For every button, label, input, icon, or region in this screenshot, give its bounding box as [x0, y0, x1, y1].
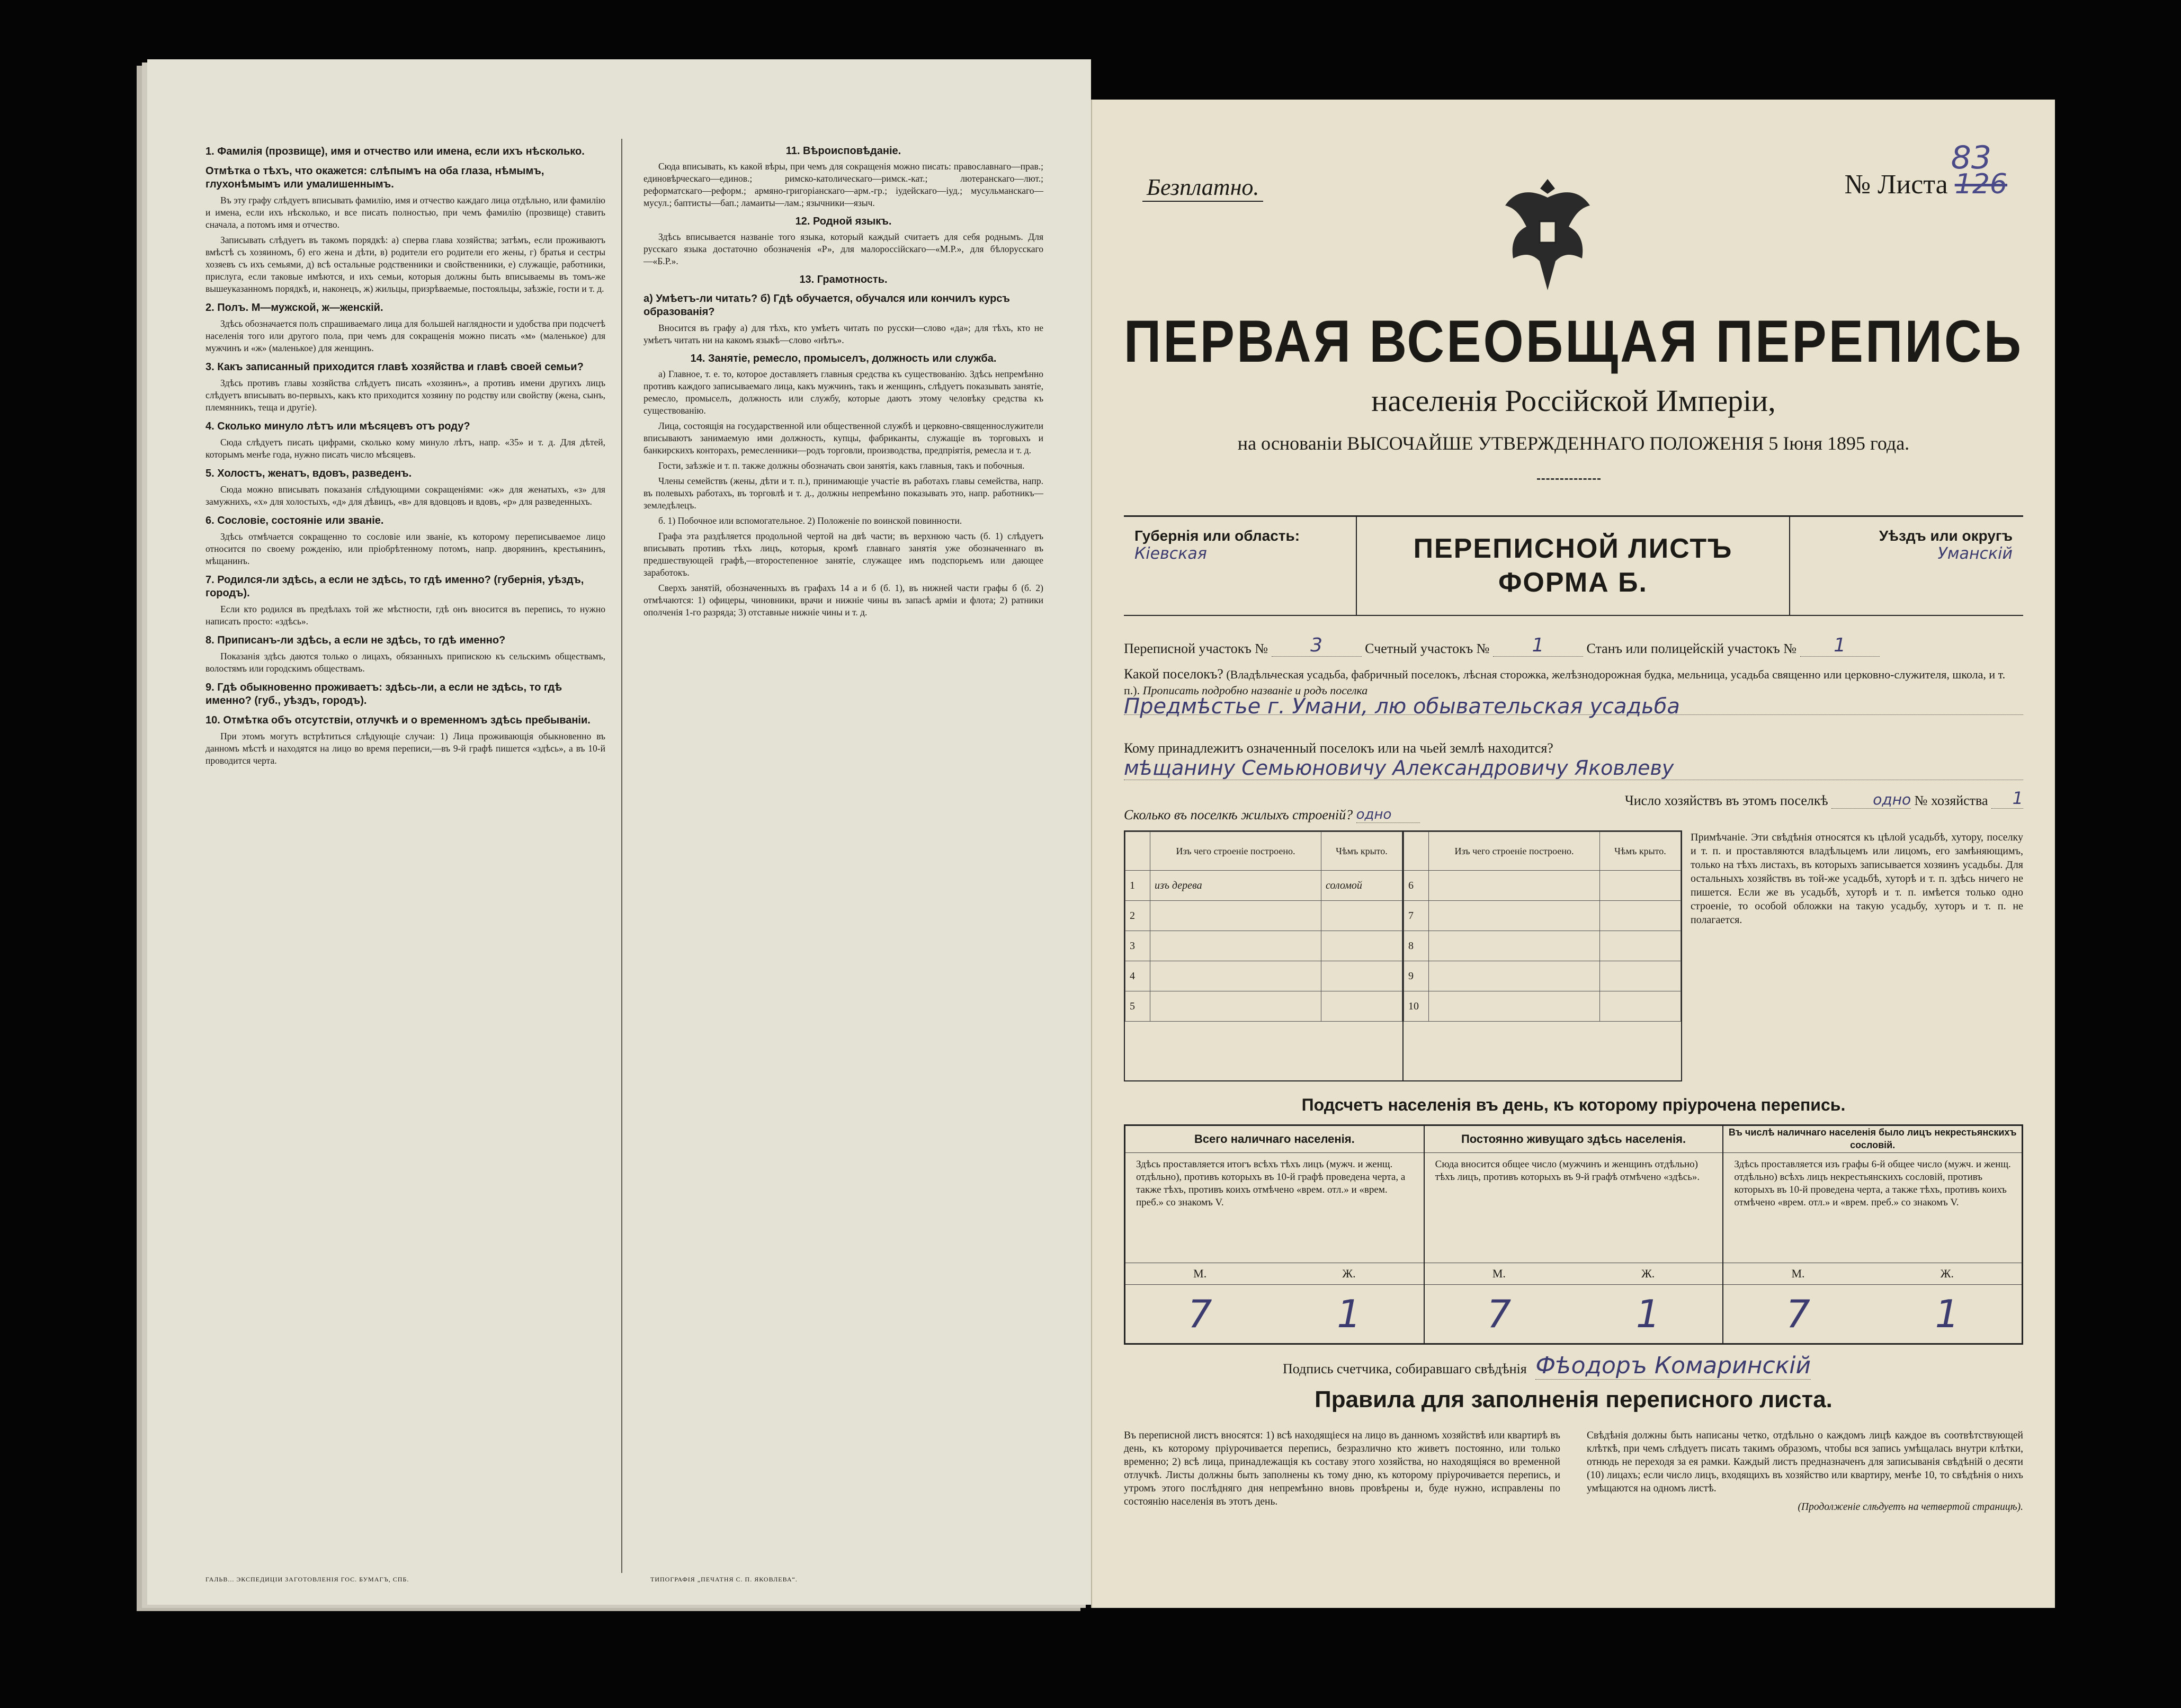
households-label: Число хозяйствъ въ этомъ поселкѣ [1624, 793, 1828, 808]
instruction-paragraph: Показанія здѣсь даются только о лицахъ, обязанныхъ припискою къ сельскимъ обществамъ, волостямъ или городскимъ обществамъ. [205, 651, 605, 674]
census-basis: на основаніи ВЫСОЧАЙШЕ УТВЕРЖДЕННАГО ПОЛОЖЕНІЯ 5 Іюня 1895 года. [1237, 433, 1910, 454]
building-roof [1321, 931, 1402, 961]
bldg-col-material-2: Изъ чего строеніе построено. [1429, 832, 1600, 871]
instruction-paragraph: При этомъ могутъ встрѣтиться слѣдующіе случаи: 1) Лица проживающія обыкновенно въ данномъ мѣстѣ и находятся на лицо во время переписи,—въ 9-й графѣ пишется «здѣсь», а въ 10-й проводится черта. [205, 731, 605, 766]
population-nonpeasant [1723, 1126, 2022, 1343]
owner-value: мѣщанину Семьюновичу Александровичу Яковлеву [1124, 756, 2023, 780]
instruction-paragraph: Если кто родился въ предѣлахъ той же мѣстности, гдѣ онъ вносится въ перепись, то нужно написать просто: «здѣсь». [205, 604, 605, 627]
decorative-dash [1537, 478, 1601, 480]
building-n: 9 [1404, 961, 1429, 991]
rules-text [1124, 1429, 2023, 1514]
instruction-paragraph: Здѣсь отмѣчается сокращенно то сословіе или званіе, къ которому переписываемое лицо относится по своему рожденію, или пріобрѣтенному потомъ, напр. дворянинъ, крестьянинъ, мѣщанинъ. [205, 531, 605, 566]
instructions-column-1 [205, 139, 622, 1573]
households-row [1124, 788, 2023, 809]
instruction-heading: 7. Родился-ли здѣсь, а если не здѣсь, то гдѣ именно? (губернія, уѣздъ, городъ). [205, 574, 584, 599]
m-label: М. [1193, 1267, 1207, 1280]
enumerator-signature-row [1283, 1352, 1811, 1379]
buildings-right-half [1404, 831, 1681, 1080]
building-n: 6 [1404, 871, 1429, 901]
building-row [1404, 901, 1681, 931]
guberniya-box [1124, 517, 1357, 615]
instruction-heading: 2. Полъ. М—мужской, ж—женскій. [205, 302, 383, 314]
census-subtitle: населенія Россійской Имперіи, [1371, 383, 1776, 418]
household-number-label: № хозяйства [1914, 793, 1988, 808]
instruction-heading: 1. Фамилія (прозвище), имя и отчество или имена, если ихъ нѣсколько. [205, 146, 585, 157]
household-number-value: 1 [1991, 788, 2023, 809]
rules-column-1: Въ переписной листъ вносятся: 1) всѣ находящіеся на лицо въ данномъ хозяйствѣ или квартирѣ въ день, къ которому пріурочивается перепись, безразлично кто живетъ постоянно, или только временно; 2) всѣ лица, принадлежащія къ составу этого хозяйства, но находящіяся во временной отлучкѣ. Листы должны быть заполнены къ тому дню, къ которому пріурочивается перепись, и утромъ этого послѣдняго дня непремѣнно вновь провѣрены и, буде нужно, исправлены по состоянію населенія въ этотъ день. [1124, 1430, 1560, 1507]
building-n: 3 [1125, 931, 1150, 961]
guberniya-value: Кіевская [1134, 544, 1207, 563]
m-label: М. [1492, 1267, 1506, 1280]
pop-permanent-desc: Сюда вносится общее число (мужчинъ и женщинъ отдѣльно) тѣхъ лицъ, противъ которыхъ въ 9-й графѣ отмѣчено «здѣсь». [1425, 1153, 1723, 1263]
building-material: изъ дерева [1150, 871, 1321, 901]
instruction-paragraph: Гости, заѣзжіе и т. п. также должны обозначать свои занятія, какъ главныя, такъ и побочныя. [658, 460, 1025, 471]
pop-permanent-m: 7 [1487, 1292, 1512, 1336]
instruction-paragraph: Записывать слѣдуетъ въ такомъ порядкѣ: а) сперва глава хозяйства; затѣмъ, если проживаютъ вмѣстѣ съ хозяиномъ, б) его жена и дѣти, в) родители его родители его жены, г) братья и сестры хозяевъ съ ихъ семьями, д) всѣ остальные родственники и свойственники, е) служащіе, работники, прислуга, если таковые имѣются, и ихъ семьи, которыя должны быть вписываемы въ томъ-же вышеуказанномъ порядкѣ, и, наконецъ, ж) жильцы, призрѣваемые, постояльцы, заѣзжіе, гости и т. д. [205, 235, 605, 294]
imprint-right: ТИПОГРАФІЯ „ПЕЧАТНЯ С. П. ЯКОВЛЕВА“. [650, 1576, 798, 1583]
right-page [1091, 100, 2055, 1608]
building-row [1404, 991, 1681, 1022]
dwellings-row [1124, 807, 2023, 823]
building-roof [1321, 961, 1402, 991]
instruction-paragraph: Сюда можно вписывать показанія слѣдующими сокращеніями: «ж» для женатыхъ, «з» для замужнихъ, «х» для холостыхъ, «д» для дѣвицъ, «в» для вдовцовъ и вдовъ, «р» для разведенныхъ. [205, 484, 605, 507]
settlement-note: Прописать подробно названіе и родъ поселка [1142, 684, 1368, 697]
signature-label: Подпись счетчика, собиравшаго свѣдѣнія [1283, 1361, 1527, 1376]
pop-permanent-title: Постоянно живущаго здѣсь населенія. [1425, 1126, 1723, 1153]
pop-total-zh: 1 [1337, 1292, 1361, 1336]
pop-total-title: Всего наличнаго населенія. [1125, 1126, 1424, 1153]
instruction-heading: 12. Родной языкъ. [795, 216, 892, 227]
instruction-heading: 10. Отмѣтка объ отсутствіи, отлучкѣ и о временномъ здѣсь пребываніи. [205, 714, 591, 726]
population-permanent [1425, 1126, 1724, 1343]
free-label: Безплатно. [1142, 174, 1263, 202]
instruction-heading: 14. Занятіе, ремесло, промыселъ, должность или служба. [690, 353, 997, 364]
rules-column-2 [1587, 1429, 2023, 1514]
uezd-label: Уѣздъ или округъ [1879, 527, 2013, 544]
instruction-paragraph: Здѣсь вписывается названіе того языка, который каждый считаетъ для себя роднымъ. Для русскаго языка достаточно обозначенія «Р», для малороссійскаго—«М.Р.», для бѣлорусскаго—«Б.Р.». [643, 231, 1043, 266]
instruction-paragraph: Сюда вписывать, къ какой вѣры, при чемъ для сокращенія можно писать: православнаго—прав.; единовѣрческаго—единов.; римско-католическаго—римск.-кат.; лютеранскаго—лют.; реформатскаго—реформ.; армяно-григоріанскаго—арм.-гр.; іудейскаго—іуд.; мусульманскаго—мусул.; баптисты—бап.; ламаиты—лам.; язычники—языч. [643, 161, 1043, 208]
sheet-number-value: 126 [1954, 168, 2007, 200]
zh-label: Ж. [1641, 1267, 1655, 1280]
count-district-label: Счетный участокъ № [1365, 641, 1490, 656]
pop-nonpeasant-desc: Здѣсь проставляется изъ графы 6-й общее число (мужч. и женщ. отдѣльно) всѣхъ лицъ некрестьянскихъ сословій, противъ которыхъ въ 10-й проведена черта, а также тѣхъ, противъ коихъ отмѣчено «врем. отл.» и «врем. преб.» со знакомъ V. [1723, 1153, 2022, 1263]
buildings-note: Примѣчаніе. Эти свѣдѣнія относятся къ цѣлой усадьбѣ, хутору, поселку и т. п. и проставляются владѣльцемъ или лицомъ, его замѣняющимъ, только на тѣхъ листахъ, въ которыхъ записывается хозяинъ усадьбы. Для остальныхъ хозяйствъ въ той-же усадьбѣ, хуторѣ и т. п. здѣсь ничего не пишется. Если же въ усадьбѣ, хуторѣ и т. п. имѣется только одно строеніе, то особой обложки на такую усадьбу, хуторъ и т. п. не полагается. [1691, 831, 2023, 926]
double-headed-eagle-emblem [1495, 168, 1601, 296]
instruction-paragraph: Графа эта раздѣляется продольной чертой на двѣ части; въ верхнюю часть (б. 1) слѣдуетъ вписывать противъ тѣхъ лицъ, которыя, кромѣ главнаго занятія уже обозначеннаго въ предшествующей графѣ,—второстепенное занятіе, служащее имъ подспорьемъ или дающее заработокъ. [643, 531, 1043, 578]
instruction-paragraph: б. 1) Побочное или вспомогательное. 2) Положеніе по воинской повинности. [658, 515, 962, 526]
owner-row [1124, 740, 2023, 780]
census-district-value: 3 [1272, 634, 1362, 657]
building-material [1150, 931, 1321, 961]
instruction-paragraph: Сюда слѣдуетъ писать цифрами, сколько кому минуло лѣтъ, напр. «35» и т. д. Для дѣтей, которымъ менѣе года, нужно писать число мѣсяцевъ. [205, 437, 605, 460]
district-row [1124, 634, 2023, 657]
form-title-box [1357, 517, 1790, 615]
instruction-heading: 4. Сколько минуло лѣтъ или мѣсяцевъ отъ роду? [205, 421, 470, 432]
instruction-heading: 13. Грамотность. [799, 274, 888, 285]
zh-label: Ж. [1940, 1267, 1954, 1280]
pop-nonpeasant-zh: 1 [1935, 1292, 1960, 1336]
form-title: ПЕРЕПИСНОЙ ЛИСТЪ [1413, 533, 1733, 564]
bldg-col-roof: Чѣмъ крыто. [1321, 832, 1402, 871]
zh-label: Ж. [1342, 1267, 1356, 1280]
population-table [1124, 1124, 2023, 1345]
rules-continued-note: (Продолженіе слѣдуетъ на четвертой страницѣ). [1798, 1501, 2023, 1513]
stan-label: Станъ или полицейскій участокъ № [1586, 641, 1797, 656]
instruction-heading: 5. Холостъ, женатъ, вдовъ, разведенъ. [205, 468, 412, 479]
settlement-row [1124, 666, 2023, 719]
building-row [1125, 991, 1402, 1022]
pop-total-desc: Здѣсь проставляется итогъ всѣхъ тѣхъ лицъ (мужч. и женщ. отдѣльно), противъ которыхъ въ 10-й графѣ проведена черта, а также тѣхъ, противъ коихъ отмѣчено «врем. отл.» и «врем. преб.» со знакомъ V. [1125, 1153, 1424, 1263]
building-row [1125, 931, 1402, 961]
m-label: М. [1791, 1267, 1805, 1280]
settlement-label: Какой поселокъ? [1124, 666, 1223, 682]
form-subtitle: ФОРМА Б. [1498, 567, 1648, 598]
guberniya-label: Губернія или область: [1134, 527, 1300, 544]
instruction-heading: Отмѣтка о тѣхъ, что окажется: слѣпымъ на оба глаза, нѣмымъ, глухонѣмымъ или умалишеннымъ. [205, 165, 544, 190]
buildings-table [1124, 830, 1682, 1081]
building-n: 4 [1125, 961, 1150, 991]
instruction-paragraph: Лица, состоящія на государственной или общественной службѣ и церковно-священнослужители вписываютъ занимаемую ими должность, купцы, фабриканты, служащіе въ торговыхъ и банкирскихъ конторахъ, ремесленники—родъ торговли, производства, предпріятія, ремесла и т. д. [643, 421, 1043, 455]
uezd-value: Уманскій [1937, 544, 2013, 563]
settlement-value: Предмѣстье г. Умани, лю обывательская усадьба [1124, 699, 2023, 715]
building-row [1125, 961, 1402, 991]
dwellings-label: Сколько въ поселкѣ жилыхъ строеній? [1124, 807, 1353, 822]
instruction-paragraph: Члены семействъ (жены, дѣти и т. п.), принимающіе участіе въ работахъ главы семейства, напр. въ полевыхъ работахъ, въ торговлѣ и т. д., должны непремѣнно показывать это, напр. работникъ—земледѣлецъ. [643, 476, 1043, 511]
bldg-col-material: Изъ чего строеніе построено. [1150, 832, 1321, 871]
building-row [1125, 871, 1402, 901]
instruction-paragraph: Въ эту графу слѣдуетъ вписывать фамилію, имя и отчество каждаго лица отдѣльно, или фамилію и имена, если ихъ нѣсколько, и все писать полностью, при чемъ фамилію (прозвище) ставить сначала, а потомъ имя и отчество. [205, 195, 605, 230]
stan-value: 1 [1800, 634, 1880, 657]
building-n: 1 [1125, 871, 1150, 901]
building-material [1150, 961, 1321, 991]
uezd-box [1790, 517, 2023, 615]
census-title: ПЕРВАЯ ВСЕОБЩАЯ ПЕРЕПИСЬ [1123, 307, 2024, 375]
building-n: 7 [1404, 901, 1429, 931]
building-material [1150, 991, 1321, 1022]
buildings-left-half [1125, 831, 1404, 1080]
sheet-number-box [1844, 139, 2008, 200]
households-value: одно [1831, 791, 1911, 809]
instruction-heading: 3. Какъ записанный приходится главѣ хозяйства и главѣ своей семьи? [205, 361, 584, 373]
building-row [1125, 901, 1402, 931]
instruction-heading: а) Умѣетъ-ли читать? б) Гдѣ обучается, обучался или кончилъ курсъ образованія? [643, 293, 1010, 318]
settlement-hint: (Владѣльческая усадьба, фабричный поселокъ, лѣсная сторожка, желѣзнодорожная будка, мельница, усадьба священно или церковно-служителя, школа, и т. п.). [1124, 668, 2006, 697]
pop-permanent-zh: 1 [1635, 1292, 1660, 1336]
form-header [1124, 515, 2023, 616]
left-page [147, 59, 1091, 1605]
rules-column-2-text: Свѣдѣнія должны быть написаны четко, отдѣльно о каждомъ лицѣ каждое въ соотвѣтствующей клѣткѣ, при чемъ слѣдуетъ писать такимъ образомъ, чтобы вся запись умѣщалась внутри клѣтки, отнюдь не переходя за ея рамки. Каждый листъ предназначенъ для записыванія свѣдѣній о десяти (10) лицахъ; если число лицъ, входящихъ въ хозяйство или квартиру, менѣе 10, то свѣдѣнія о нихъ умѣщаются на одномъ листѣ. [1587, 1430, 2023, 1494]
building-n: 2 [1125, 901, 1150, 931]
instructions-column-2 [643, 139, 1059, 1573]
instruction-heading: 6. Сословіе, состояніе или званіе. [205, 515, 384, 526]
building-row [1404, 961, 1681, 991]
sheet-number-corrected: 83 [1951, 139, 1991, 176]
count-district-value: 1 [1493, 634, 1583, 657]
instruction-paragraph: Здѣсь противъ главы хозяйства слѣдуетъ писать «хозяинъ», а противъ имени другихъ лицъ слѣдуетъ вписывать во-первыхъ, какъ кто приходится хозяину по родству или свойству (жена, сынъ, племянникъ, теща и другіе). [205, 378, 605, 413]
population-heading: Подсчетъ населенія въ день, къ которому пріурочена перепись. [1301, 1095, 1846, 1114]
instruction-paragraph: Вносится въ графу а) для тѣхъ, кто умѣетъ читать по русски—слово «да»; для тѣхъ, кто не умѣетъ читать ни на какомъ языкѣ—слово «нѣтъ». [643, 323, 1043, 345]
instruction-paragraph: Здѣсь обозначается полъ спрашиваемаго лица для большей наглядности и удобства при подсчетѣ населенія того или другого пола, при чемъ для сокращенія можно писать «м» (маленькое) для мужчинъ и «ж» (маленькое) для женщинъ. [205, 318, 605, 353]
pop-nonpeasant-m: 7 [1786, 1292, 1810, 1336]
instruction-paragraph: Сверхъ занятій, обозначенныхъ въ графахъ 14 а и б (б. 1), въ нижней части графы б (б. 2) отмѣчаются: 1) офицеры, чиновники, врачи и нижніе чины въ запасѣ армiи и флота; 2) ратники ополченія 1-го разряда; 3) отставные нижніе чины и т. д. [643, 583, 1043, 618]
signature-value: Фѣодоръ Комаринскій [1535, 1352, 1811, 1379]
imprint-left: ГАЛЬВ... ЭКСПЕДИЦІИ ЗАГОТОВЛЕНІЯ ГОС. БУМАГЪ, СПБ. [205, 1576, 409, 1583]
bldg-col-roof-2: Чѣмъ крыто. [1599, 832, 1681, 871]
building-row [1404, 931, 1681, 961]
pop-nonpeasant-title: Въ числѣ наличнаго населенія было лицъ некрестьянскихъ сословій. [1723, 1126, 2022, 1153]
building-roof [1321, 991, 1402, 1022]
instruction-heading: 11. Вѣроисповѣданіе. [785, 145, 901, 157]
pop-total-m: 7 [1187, 1292, 1212, 1336]
population-total [1125, 1126, 1425, 1343]
sheet-number-label: № Листа [1844, 169, 1948, 200]
building-material [1150, 901, 1321, 931]
building-row [1404, 871, 1681, 901]
census-district-label: Переписной участокъ № [1124, 641, 1268, 656]
building-n: 8 [1404, 931, 1429, 961]
owner-label: Кому принадлежитъ означенный поселокъ или на чьей землѣ находится? [1124, 740, 1553, 756]
building-n: 5 [1125, 991, 1150, 1022]
dwellings-value: одно [1356, 807, 1420, 823]
instruction-paragraph: а) Главное, т. е. то, которое доставляетъ главныя средства къ существованію. Здѣсь непремѣнно противъ каждого записываемаго лица, какъ мужчинъ, такъ и женщинъ, слѣдуетъ показывать занятіе, ремесло, промыселъ, должность или службу, которые даютъ этому человѣку средства къ существованію. [643, 369, 1043, 416]
building-n: 10 [1404, 991, 1429, 1022]
building-roof: соломой [1321, 871, 1402, 901]
rules-heading: Правила для заполненія переписного листа. [1315, 1387, 1833, 1412]
building-roof [1321, 901, 1402, 931]
instruction-heading: 8. Приписанъ-ли здѣсь, а если не здѣсь, то гдѣ именно? [205, 634, 506, 646]
instruction-heading: 9. Гдѣ обыкновенно проживаетъ: здѣсь-ли, а если не здѣсь, то гдѣ именно? (губ., уѣздъ, городъ). [205, 682, 562, 707]
